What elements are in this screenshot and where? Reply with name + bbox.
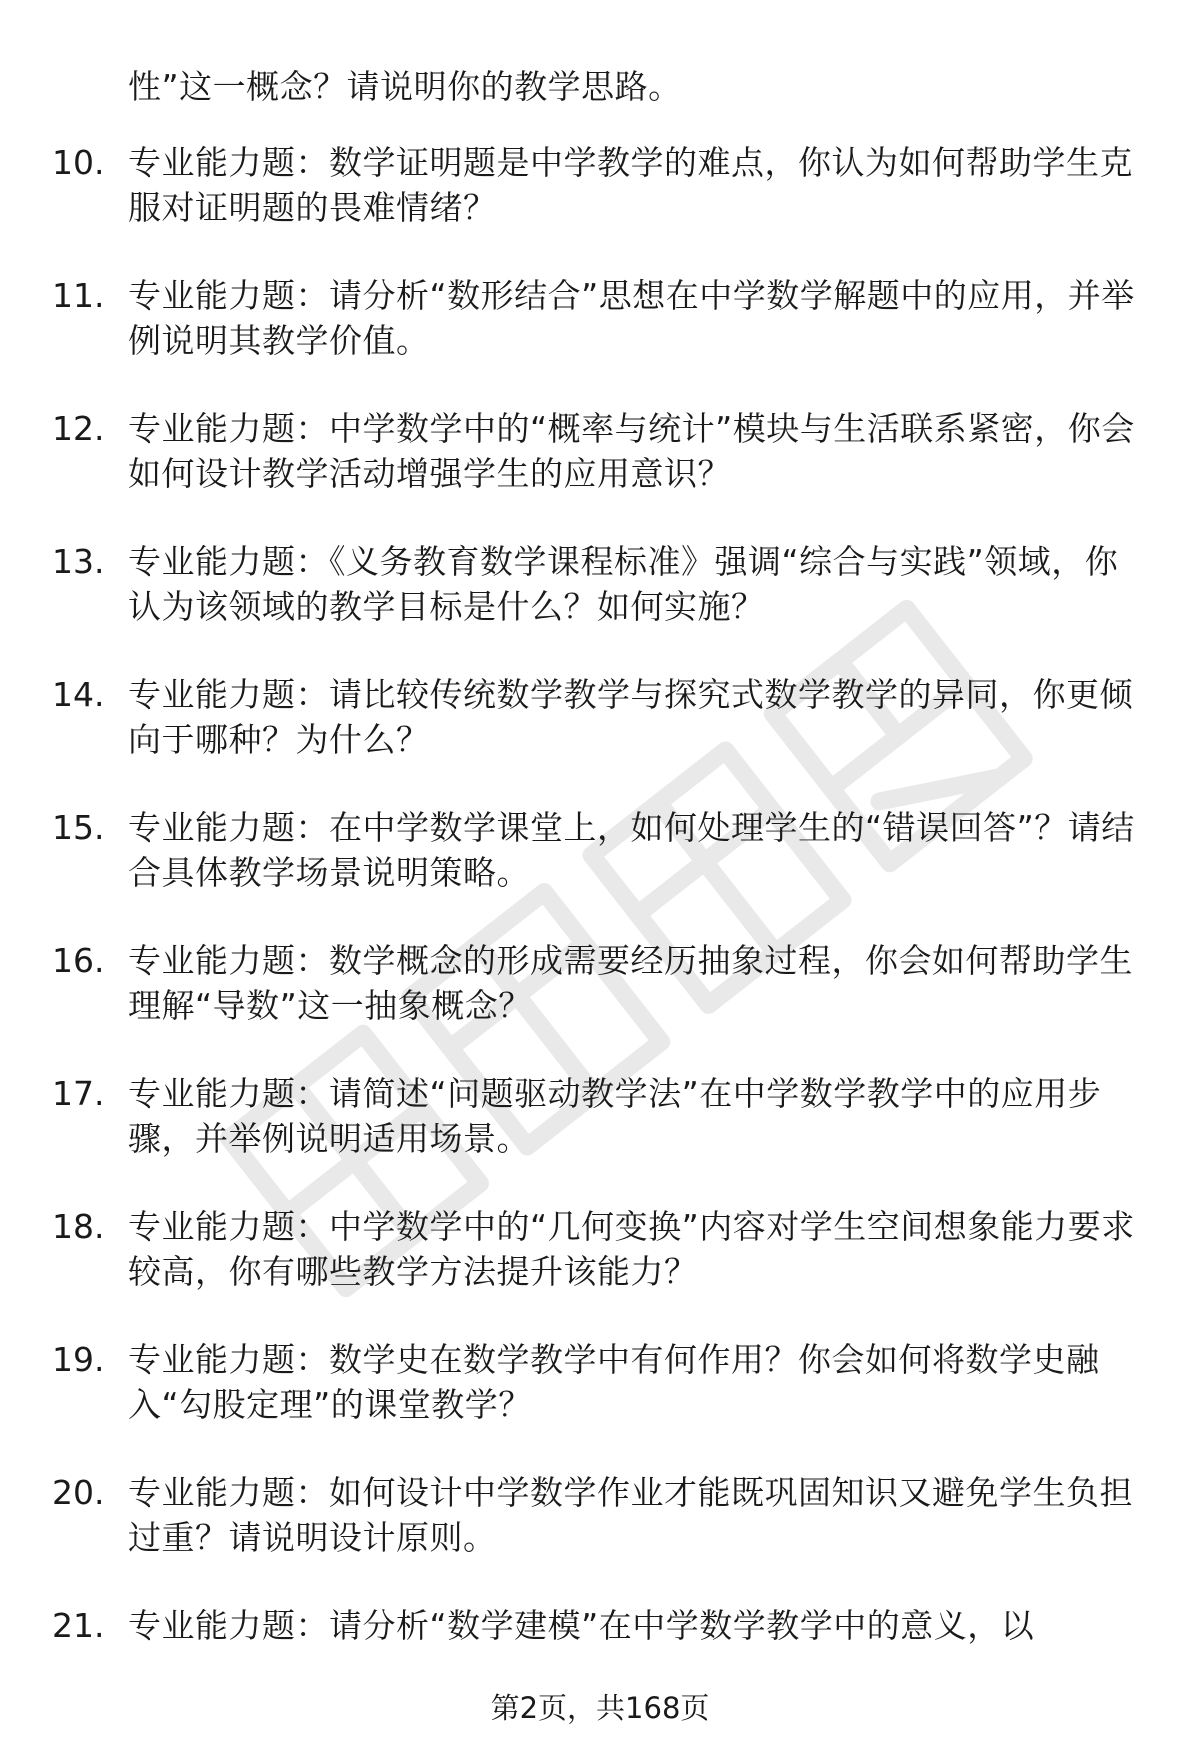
question-text: 专业能力题：数学概念的形成需要经历抽象过程，你会如何帮助学生理解“导数”这一抽象概念？: [128, 941, 1133, 1025]
question-number: 19.: [52, 1340, 105, 1379]
question-item-10: [52, 140, 1162, 230]
question-text: 专业能力题：请分析“数形结合”思想在中学数学解题中的应用，并举例说明其教学价值。: [128, 276, 1135, 360]
question-number: 15.: [52, 808, 105, 847]
question-text: 专业能力题：中学数学中的“概率与统计”模块与生活联系紧密，你会如何设计教学活动增强学生的应用意识？: [128, 409, 1135, 493]
question-item-18: [52, 1204, 1162, 1294]
question-number: 13.: [52, 542, 105, 581]
question-item-19: [52, 1337, 1162, 1427]
question-item-16: [52, 938, 1162, 1028]
question-item-21: [52, 1603, 1162, 1693]
question-number: 21.: [52, 1606, 105, 1645]
question-text: 专业能力题：请分析“数学建模”在中学数学教学中的意义，以: [128, 1606, 1035, 1645]
question-number: 20.: [52, 1473, 105, 1512]
question-item-14: [52, 672, 1162, 762]
question-number: 14.: [52, 675, 105, 714]
question-text: 专业能力题：数学史在数学教学中有何作用？你会如何将数学史融入“勾股定理”的课堂教学？: [128, 1340, 1100, 1424]
question-list: [52, 140, 1162, 1736]
question-number: 11.: [52, 276, 105, 315]
page-footer: 第2页，共168页: [490, 1691, 710, 1725]
question-item-15: [52, 805, 1162, 895]
question-number: 17.: [52, 1074, 105, 1113]
question-item-17: [52, 1071, 1162, 1161]
question-number: 12.: [52, 409, 105, 448]
question-number: 18.: [52, 1207, 105, 1246]
question-item-20: [52, 1470, 1162, 1560]
question-item-12: [52, 406, 1162, 496]
question-number: 16.: [52, 941, 105, 980]
question-text: 专业能力题：中学数学中的“几何变换”内容对学生空间想象能力要求较高，你有哪些教学方法提升该能力？: [128, 1207, 1135, 1291]
question-text: 专业能力题：请比较传统数学教学与探究式数学教学的异同，你更倾向于哪种？为什么？: [128, 675, 1133, 759]
question-text: 专业能力题：请简述“问题驱动教学法”在中学数学教学中的应用步骤，并举例说明适用场景。: [128, 1074, 1102, 1158]
question-number: 10.: [52, 143, 105, 182]
question-text: 专业能力题：《义务教育数学课程标准》强调“综合与实践”领域，你认为该领域的教学目标是什么？如何实施？: [128, 542, 1119, 626]
question-item-11: [52, 273, 1162, 363]
question-text: 专业能力题：在中学数学课堂上，如何处理学生的“错误回答”？请结合具体教学场景说明策略。: [128, 808, 1135, 892]
question-text: 专业能力题：数学证明题是中学教学的难点，你认为如何帮助学生克服对证明题的畏难情绪？: [128, 143, 1133, 227]
continuation-text: 性”这一概念？请说明你的教学思路。: [128, 67, 682, 106]
question-text: 专业能力题：如何设计中学数学作业才能既巩固知识又避免学生负担过重？请说明设计原则。: [128, 1473, 1133, 1557]
question-item-13: [52, 539, 1162, 629]
